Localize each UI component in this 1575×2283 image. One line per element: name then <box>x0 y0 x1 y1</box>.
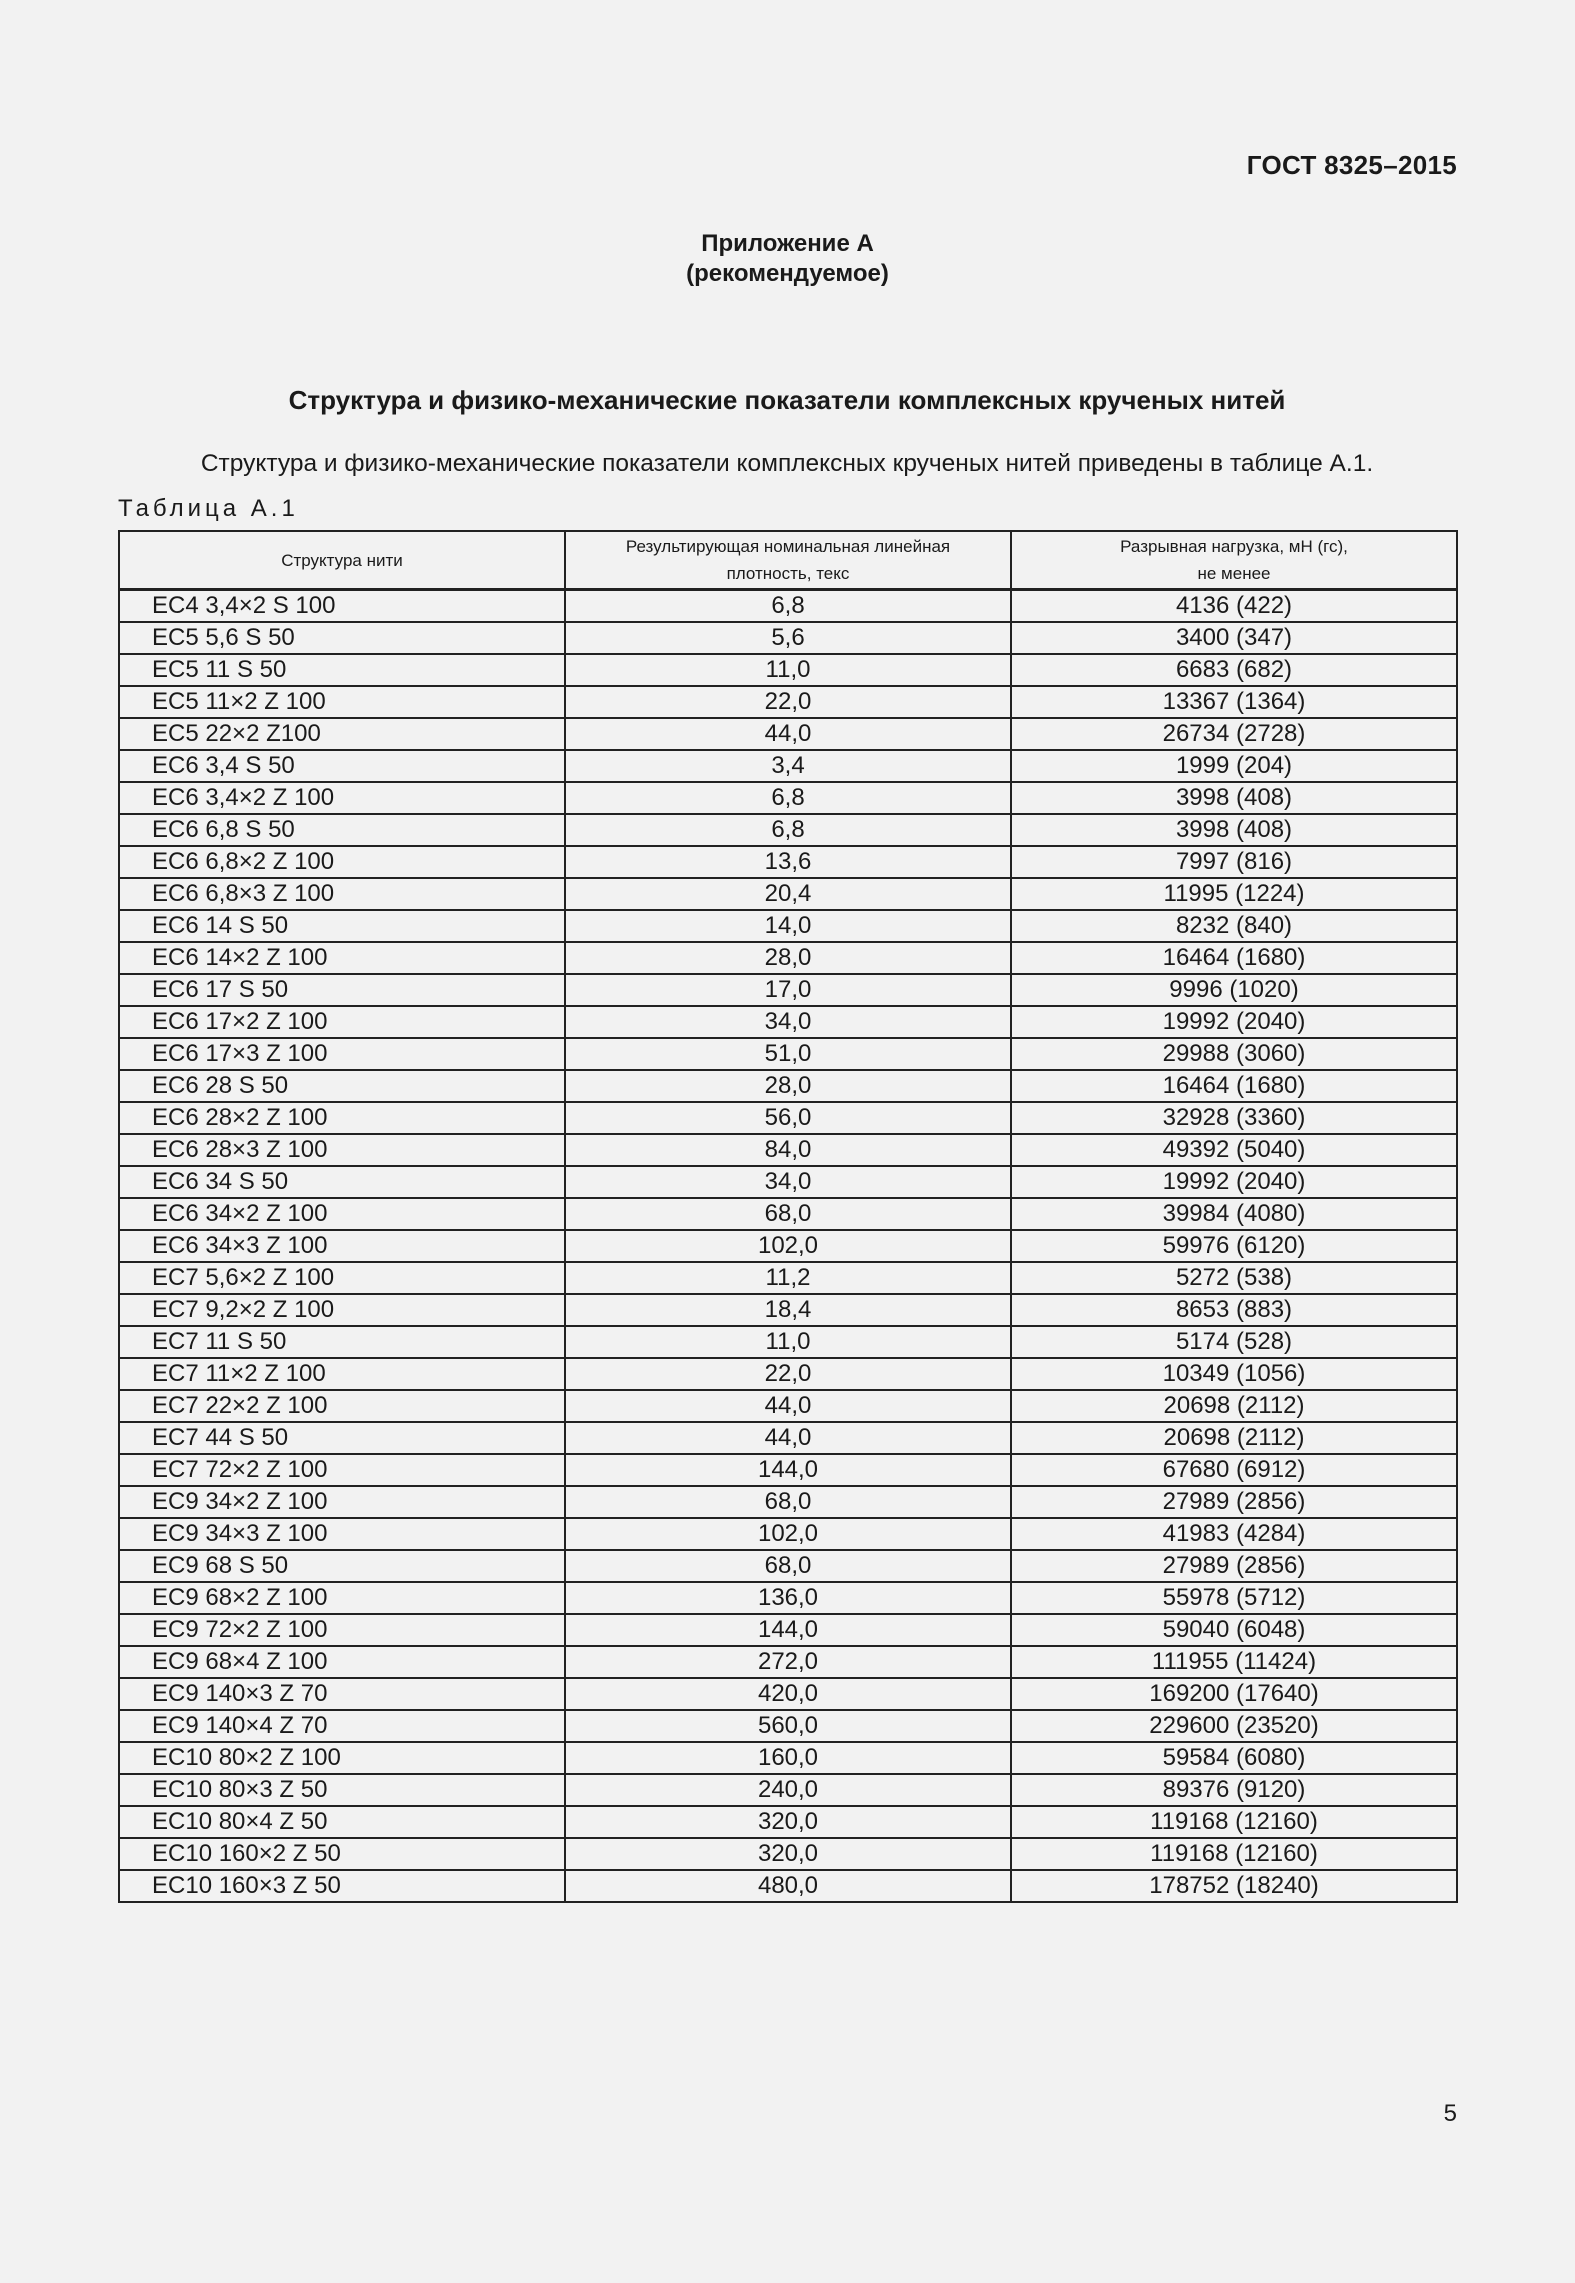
table-row <box>119 1006 1457 1038</box>
cell-structure: ЕС6 6,8×2 Z 100 <box>119 846 565 878</box>
cell-breaking-load: 9996 (1020) <box>1011 974 1457 1006</box>
cell-breaking-load: 8653 (883) <box>1011 1294 1457 1326</box>
cell-density: 44,0 <box>565 718 1011 750</box>
cell-density: 102,0 <box>565 1518 1011 1550</box>
cell-density: 51,0 <box>565 1038 1011 1070</box>
cell-structure: ЕС6 34 S 50 <box>119 1166 565 1198</box>
header-load-line2: не менее <box>1197 564 1271 583</box>
cell-breaking-load: 20698 (2112) <box>1011 1422 1457 1454</box>
header-structure <box>119 531 565 590</box>
cell-breaking-load: 6683 (682) <box>1011 654 1457 686</box>
cell-structure: ЕС6 17 S 50 <box>119 974 565 1006</box>
cell-structure: ЕС6 6,8 S 50 <box>119 814 565 846</box>
table-row <box>119 1486 1457 1518</box>
table-row <box>119 718 1457 750</box>
cell-breaking-load: 1999 (204) <box>1011 750 1457 782</box>
table-row <box>119 1518 1457 1550</box>
page-number: 5 <box>1443 2100 1457 2127</box>
cell-breaking-load: 39984 (4080) <box>1011 1198 1457 1230</box>
cell-density: 14,0 <box>565 910 1011 942</box>
table-row <box>119 1102 1457 1134</box>
cell-breaking-load: 59976 (6120) <box>1011 1230 1457 1262</box>
table-row <box>119 1134 1457 1166</box>
cell-breaking-load: 16464 (1680) <box>1011 942 1457 974</box>
cell-breaking-load: 8232 (840) <box>1011 910 1457 942</box>
cell-structure: ЕС5 5,6 S 50 <box>119 622 565 654</box>
table-row <box>119 782 1457 814</box>
cell-breaking-load: 111955 (11424) <box>1011 1646 1457 1678</box>
table-row <box>119 974 1457 1006</box>
appendix-title: Приложение А <box>701 230 874 257</box>
cell-density: 68,0 <box>565 1550 1011 1582</box>
intro-paragraph: Структура и физико-механические показатели комплексных крученых нитей приведены в таблице А.1. <box>200 450 1374 477</box>
cell-structure: ЕС7 11×2 Z 100 <box>119 1358 565 1390</box>
cell-breaking-load: 3400 (347) <box>1011 622 1457 654</box>
header-structure-text: Структура нити <box>281 550 403 570</box>
table-row <box>119 942 1457 974</box>
cell-structure: ЕС10 160×2 Z 50 <box>119 1838 565 1870</box>
table-row <box>119 1038 1457 1070</box>
cell-breaking-load: 3998 (408) <box>1011 782 1457 814</box>
table-row <box>119 846 1457 878</box>
table-row <box>119 814 1457 846</box>
cell-breaking-load: 19992 (2040) <box>1011 1166 1457 1198</box>
table-row <box>119 1390 1457 1422</box>
cell-density: 34,0 <box>565 1006 1011 1038</box>
cell-structure: ЕС9 140×4 Z 70 <box>119 1710 565 1742</box>
table-row <box>119 590 1457 623</box>
table-row <box>119 1806 1457 1838</box>
cell-breaking-load: 26734 (2728) <box>1011 718 1457 750</box>
cell-density: 240,0 <box>565 1774 1011 1806</box>
table-row <box>119 1358 1457 1390</box>
cell-breaking-load: 89376 (9120) <box>1011 1774 1457 1806</box>
cell-breaking-load: 41983 (4284) <box>1011 1518 1457 1550</box>
cell-density: 13,6 <box>565 846 1011 878</box>
data-table <box>118 530 1458 1903</box>
table-row <box>119 1070 1457 1102</box>
cell-density: 6,8 <box>565 814 1011 846</box>
cell-breaking-load: 16464 (1680) <box>1011 1070 1457 1102</box>
cell-density: 28,0 <box>565 942 1011 974</box>
cell-breaking-load: 119168 (12160) <box>1011 1806 1457 1838</box>
cell-density: 20,4 <box>565 878 1011 910</box>
cell-breaking-load: 13367 (1364) <box>1011 686 1457 718</box>
cell-density: 11,0 <box>565 1326 1011 1358</box>
cell-density: 44,0 <box>565 1422 1011 1454</box>
cell-structure: ЕС7 22×2 Z 100 <box>119 1390 565 1422</box>
cell-density: 144,0 <box>565 1454 1011 1486</box>
cell-breaking-load: 27989 (2856) <box>1011 1550 1457 1582</box>
cell-breaking-load: 32928 (3360) <box>1011 1102 1457 1134</box>
cell-breaking-load: 29988 (3060) <box>1011 1038 1457 1070</box>
section-title: Структура и физико-механические показатели комплексных крученых нитей <box>288 385 1286 415</box>
table-row <box>119 1550 1457 1582</box>
table-row <box>119 1678 1457 1710</box>
table-row <box>119 1166 1457 1198</box>
cell-structure: ЕС6 28 S 50 <box>119 1070 565 1102</box>
cell-density: 144,0 <box>565 1614 1011 1646</box>
header-load-line1: Разрывная нагрузка, мН (гс), <box>1120 537 1348 556</box>
cell-breaking-load: 7997 (816) <box>1011 846 1457 878</box>
cell-structure: ЕС6 34×3 Z 100 <box>119 1230 565 1262</box>
cell-density: 136,0 <box>565 1582 1011 1614</box>
cell-structure: ЕС6 14 S 50 <box>119 910 565 942</box>
cell-density: 22,0 <box>565 1358 1011 1390</box>
cell-structure: ЕС6 28×2 Z 100 <box>119 1102 565 1134</box>
cell-structure: ЕС7 11 S 50 <box>119 1326 565 1358</box>
table-row <box>119 878 1457 910</box>
table-row <box>119 1646 1457 1678</box>
cell-density: 272,0 <box>565 1646 1011 1678</box>
cell-density: 22,0 <box>565 686 1011 718</box>
cell-density: 68,0 <box>565 1198 1011 1230</box>
table-label: Таблица А.1 <box>118 495 299 522</box>
cell-density: 56,0 <box>565 1102 1011 1134</box>
cell-density: 480,0 <box>565 1870 1011 1902</box>
cell-breaking-load: 229600 (23520) <box>1011 1710 1457 1742</box>
cell-breaking-load: 119168 (12160) <box>1011 1838 1457 1870</box>
cell-breaking-load: 3998 (408) <box>1011 814 1457 846</box>
cell-breaking-load: 4136 (422) <box>1011 590 1457 623</box>
table-row <box>119 1198 1457 1230</box>
cell-structure: ЕС6 17×2 Z 100 <box>119 1006 565 1038</box>
cell-density: 44,0 <box>565 1390 1011 1422</box>
cell-breaking-load: 5272 (538) <box>1011 1262 1457 1294</box>
cell-breaking-load: 59040 (6048) <box>1011 1614 1457 1646</box>
cell-density: 18,4 <box>565 1294 1011 1326</box>
cell-density: 6,8 <box>565 590 1011 623</box>
cell-structure: ЕС9 34×3 Z 100 <box>119 1518 565 1550</box>
cell-density: 6,8 <box>565 782 1011 814</box>
cell-density: 17,0 <box>565 974 1011 1006</box>
cell-structure: ЕС6 3,4 S 50 <box>119 750 565 782</box>
cell-structure: ЕС10 80×3 Z 50 <box>119 1774 565 1806</box>
table-row <box>119 1710 1457 1742</box>
table-row <box>119 622 1457 654</box>
table-row <box>119 686 1457 718</box>
cell-density: 102,0 <box>565 1230 1011 1262</box>
cell-structure: ЕС7 5,6×2 Z 100 <box>119 1262 565 1294</box>
cell-breaking-load: 10349 (1056) <box>1011 1358 1457 1390</box>
cell-density: 68,0 <box>565 1486 1011 1518</box>
cell-structure: ЕС7 72×2 Z 100 <box>119 1454 565 1486</box>
table-row <box>119 1774 1457 1806</box>
table-row <box>119 750 1457 782</box>
appendix-subtitle: (рекомендуемое) <box>686 260 889 287</box>
cell-structure: ЕС5 11×2 Z 100 <box>119 686 565 718</box>
cell-structure: ЕС6 3,4×2 Z 100 <box>119 782 565 814</box>
cell-breaking-load: 49392 (5040) <box>1011 1134 1457 1166</box>
cell-density: 11,0 <box>565 654 1011 686</box>
table-row <box>119 654 1457 686</box>
table-row <box>119 1230 1457 1262</box>
table-header <box>119 531 1457 590</box>
cell-structure: ЕС6 34×2 Z 100 <box>119 1198 565 1230</box>
cell-structure: ЕС6 28×3 Z 100 <box>119 1134 565 1166</box>
cell-density: 84,0 <box>565 1134 1011 1166</box>
cell-density: 160,0 <box>565 1742 1011 1774</box>
table-body <box>119 590 1457 1903</box>
cell-structure: ЕС7 9,2×2 Z 100 <box>119 1294 565 1326</box>
cell-breaking-load: 11995 (1224) <box>1011 878 1457 910</box>
table-row <box>119 1870 1457 1902</box>
cell-structure: ЕС10 160×3 Z 50 <box>119 1870 565 1902</box>
table-row <box>119 1582 1457 1614</box>
cell-breaking-load: 169200 (17640) <box>1011 1678 1457 1710</box>
header-row <box>119 531 1457 590</box>
cell-breaking-load: 27989 (2856) <box>1011 1486 1457 1518</box>
table-row <box>119 1262 1457 1294</box>
cell-structure: ЕС5 11 S 50 <box>119 654 565 686</box>
cell-breaking-load: 55978 (5712) <box>1011 1582 1457 1614</box>
table-row <box>119 1742 1457 1774</box>
cell-breaking-load: 20698 (2112) <box>1011 1390 1457 1422</box>
header-breaking-load <box>1011 531 1457 590</box>
table-row <box>119 1326 1457 1358</box>
cell-breaking-load: 59584 (6080) <box>1011 1742 1457 1774</box>
cell-density: 34,0 <box>565 1166 1011 1198</box>
header-density <box>565 531 1011 590</box>
cell-structure: ЕС9 34×2 Z 100 <box>119 1486 565 1518</box>
cell-structure: ЕС5 22×2 Z100 <box>119 718 565 750</box>
cell-structure: ЕС9 68×2 Z 100 <box>119 1582 565 1614</box>
cell-density: 560,0 <box>565 1710 1011 1742</box>
cell-breaking-load: 5174 (528) <box>1011 1326 1457 1358</box>
cell-density: 28,0 <box>565 1070 1011 1102</box>
cell-structure: ЕС6 6,8×3 Z 100 <box>119 878 565 910</box>
header-density-line1: Результирующая номинальная линейная <box>625 537 951 556</box>
cell-structure: ЕС6 14×2 Z 100 <box>119 942 565 974</box>
table-row <box>119 1294 1457 1326</box>
cell-density: 420,0 <box>565 1678 1011 1710</box>
cell-structure: ЕС10 80×4 Z 50 <box>119 1806 565 1838</box>
table-row <box>119 1614 1457 1646</box>
cell-structure: ЕС6 17×3 Z 100 <box>119 1038 565 1070</box>
cell-density: 3,4 <box>565 750 1011 782</box>
standard-code: ГОСТ 8325–2015 <box>1246 150 1457 180</box>
table-row <box>119 1454 1457 1486</box>
cell-structure: ЕС9 140×3 Z 70 <box>119 1678 565 1710</box>
cell-structure: ЕС9 72×2 Z 100 <box>119 1614 565 1646</box>
table-row <box>119 1838 1457 1870</box>
cell-structure: ЕС9 68 S 50 <box>119 1550 565 1582</box>
cell-breaking-load: 19992 (2040) <box>1011 1006 1457 1038</box>
cell-density: 320,0 <box>565 1806 1011 1838</box>
cell-structure: ЕС10 80×2 Z 100 <box>119 1742 565 1774</box>
cell-structure: ЕС9 68×4 Z 100 <box>119 1646 565 1678</box>
table-row <box>119 1422 1457 1454</box>
table-row <box>119 910 1457 942</box>
header-density-line2: плотность, текс <box>726 564 850 583</box>
cell-breaking-load: 178752 (18240) <box>1011 1870 1457 1902</box>
cell-structure: ЕС4 3,4×2 S 100 <box>119 590 565 623</box>
cell-density: 11,2 <box>565 1262 1011 1294</box>
cell-structure: ЕС7 44 S 50 <box>119 1422 565 1454</box>
cell-breaking-load: 67680 (6912) <box>1011 1454 1457 1486</box>
cell-density: 320,0 <box>565 1838 1011 1870</box>
cell-density: 5,6 <box>565 622 1011 654</box>
